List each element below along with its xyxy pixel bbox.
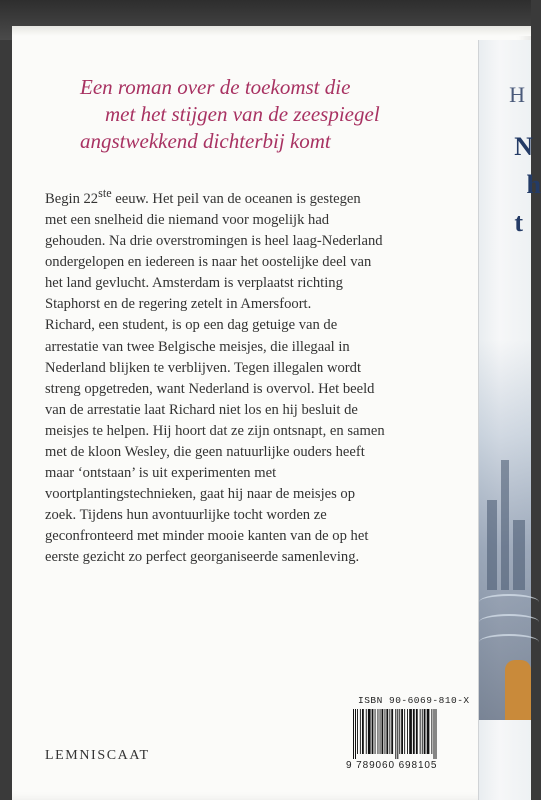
barcode-bar xyxy=(375,709,376,754)
barcode-bar xyxy=(436,709,437,759)
tagline xyxy=(80,74,460,155)
barcode-bar xyxy=(391,709,393,754)
barcode-bar xyxy=(389,709,390,754)
barcode-bar xyxy=(416,709,418,754)
barcode-bar xyxy=(380,709,381,754)
barcode-bar xyxy=(401,709,403,754)
barcode-bar xyxy=(427,709,430,754)
blurb-p1-rest: eeuw. Het peil van de oceanen is gestegen met een snelheid die niemand voor mogelijk had gehouden. Na drie overstromingen is heel laag-Nederland ondergelopen en iedereen is naar het oostelijke deel van het land gevlucht. Amsterdam is verplaatst richting Staphorst en de regering zetelt in Amersfoort. xyxy=(45,190,383,313)
blurb xyxy=(45,183,385,569)
illustration-tower xyxy=(501,460,509,590)
barcode-bar xyxy=(399,709,400,754)
title-fragment-1: N xyxy=(514,132,533,161)
barcode-bar xyxy=(353,709,354,759)
barcode-bar xyxy=(378,709,379,754)
illustration-wave xyxy=(479,634,539,650)
tagline-line-1: Een roman over de toekomst die xyxy=(80,75,351,99)
barcode-bar xyxy=(431,709,432,754)
barcode-bar xyxy=(385,709,386,754)
illustration-wave xyxy=(479,614,539,630)
barcode-bar xyxy=(382,709,384,754)
barcode-bar xyxy=(395,709,396,759)
illustration-wave xyxy=(479,594,539,610)
barcode-bar xyxy=(413,709,415,754)
barcode-bar xyxy=(434,709,435,759)
barcode-bar xyxy=(372,709,374,754)
barcode-bar xyxy=(357,709,358,754)
barcode xyxy=(352,709,472,759)
title-fragment-2: h xyxy=(526,170,541,199)
cover-top-edge xyxy=(12,26,531,36)
barcode-bar xyxy=(420,709,421,754)
title-fragment-3: t xyxy=(514,208,523,237)
publisher-name: LEMNISCAAT xyxy=(45,748,150,763)
blurb-paragraph-2: Richard, een student, is op een dag getuige van de arrestatie van twee Belgische meisjes, die illegaal in Nederland blijken te verblijven. Tegen illegalen wordt streng opgetreden, want Nederland is overvol. Het beeld van de arrestatie laat Richard niet los en hij besluit de meisjes te helpen. Hij hoort dat ze zijn ontsnapt, en samen met de kloon Wesley, die geen natuurlijke ouders heeft maar ‘ontstaan’ is uit experimenten met voortplantingstechnieken, gaat hij naar de meisjes op zoek. Tijdens hun avontuurlijke tocht worden ze geconfronteerd met minder mooie kanten van de op het eerste gezicht zo perfect georganiseerde samenleving. xyxy=(45,317,385,566)
illustration-tower xyxy=(487,500,497,590)
barcode-bar xyxy=(362,709,364,754)
blurb-p1-superscript: ste xyxy=(98,186,112,200)
barcode-bar xyxy=(397,709,398,759)
barcode-bar xyxy=(409,709,412,754)
tagline-line-2: met het stijgen van de zeespiegel xyxy=(105,102,380,126)
isbn-label: ISBN 90-6069-810-X xyxy=(358,695,470,706)
cover-illustration xyxy=(479,340,531,720)
barcode-bar xyxy=(407,709,408,754)
illustration-figure xyxy=(505,660,531,720)
illustration-tower xyxy=(513,520,525,590)
barcode-bar xyxy=(422,709,423,754)
barcode-bar xyxy=(360,709,361,754)
tagline-line-3: angstwekkend dichterbij komt xyxy=(80,129,331,153)
front-cover-peek xyxy=(478,40,541,800)
blurb-paragraph-1 xyxy=(45,183,385,315)
barcode-bar xyxy=(355,709,356,759)
barcode-bar xyxy=(404,709,405,754)
barcode-digits: 9 789060 698105 xyxy=(346,760,438,771)
barcode-bar xyxy=(368,709,371,754)
barcode-bar xyxy=(424,709,426,754)
barcode-bar xyxy=(366,709,367,754)
author-name-fragment: H xyxy=(509,82,525,107)
barcode-bar xyxy=(386,709,388,754)
blurb-p1-start: Begin 22 xyxy=(45,190,99,207)
